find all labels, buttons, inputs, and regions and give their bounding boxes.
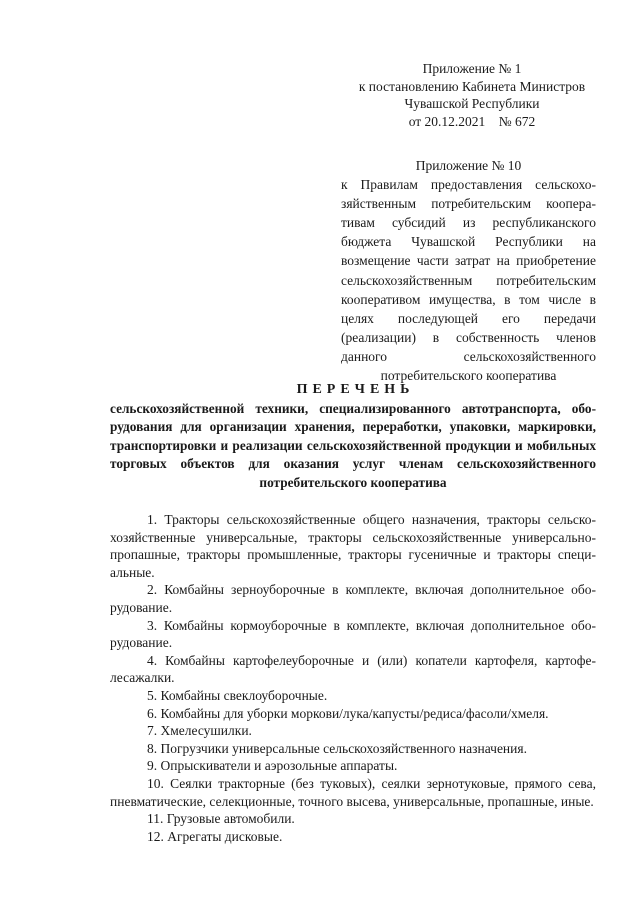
list-item: 9. Опрыскиватели и аэрозольные аппараты. xyxy=(147,758,398,774)
appendix-1-decree: к постановлению Кабинета Министров xyxy=(358,78,586,94)
appendix-1-block xyxy=(340,60,604,130)
list-item: 12. Агрегаты дисковые. xyxy=(147,828,283,844)
list-item: 2. Комбайны зерноуборочные в комплекте, включая дополнительное оборудование. xyxy=(110,582,596,615)
list-item: 4. Комбайны картофелеуборочные и (или) копатели картофеля, картофелесажалки. xyxy=(110,652,596,686)
appendix-10-block xyxy=(341,156,596,385)
appendix-10-number: Приложение № 10 xyxy=(415,158,522,173)
list-item: 10. Сеялки тракторные (без туковых), сеялки зернотуковые, прямого сева, пневматические, селекционные, точного высева, универсальные, пропашные, иные. xyxy=(110,775,596,809)
list-item: 11. Грузовые автомобили. xyxy=(147,811,295,827)
list-item: 3. Комбайны кормоуборочные в комплекте, включая дополнительное оборудование. xyxy=(110,617,596,651)
list-item: 1. Тракторы сельскохозяйственные общего назначения, тракторы сельскохозяйственные универсальные, тракторы сельскохозяйственные универсально-пропашные, тракторы промышленные, тракторы гусеничные и тракторы специальные. xyxy=(110,512,596,580)
list-item: 5. Комбайны свеклоуборочные. xyxy=(147,687,328,703)
appendix-1-date: от 20.12.2021 № 672 xyxy=(408,113,536,129)
appendix-1-number: Приложение № 1 xyxy=(422,61,522,76)
list-item: 6. Комбайны для уборки моркови/лука/капусты/редиса/фасоли/хмеля. xyxy=(147,705,549,721)
list-item: 8. Погрузчики универсальные сельскохозяйственного назначения. xyxy=(147,740,527,756)
list-title: ПЕРЕЧЕНЬ xyxy=(296,382,415,397)
appendix-1-republic: Чувашской Республики xyxy=(404,96,540,111)
equipment-list xyxy=(110,511,596,845)
list-subtitle: сельскохозяйственной техники, специализированного автотранспорта, оборудования для организации хранения, переработки, упаковки, маркировки, транспортировки и реализации сельскохозяйственной продукции и мобильных торговых объектов для оказания услуг членам сельскохозяйственного потребительского кооператива xyxy=(110,401,596,490)
appendix-10-description: к Правилам предоставления сельскохозяйственным потребительским кооперативам субсидий из республиканского бюджета Чувашской Республики на возмещение части затрат на приобретение сельскохозяйственным потребительским кооперативом имущества, в том числе в целях последующей его передачи (реализации) в собственность членов данного сельскохозяйственного потребительского кооператива xyxy=(341,177,596,384)
list-heading xyxy=(110,380,596,492)
list-item: 7. Хмелесушилки. xyxy=(147,723,252,739)
